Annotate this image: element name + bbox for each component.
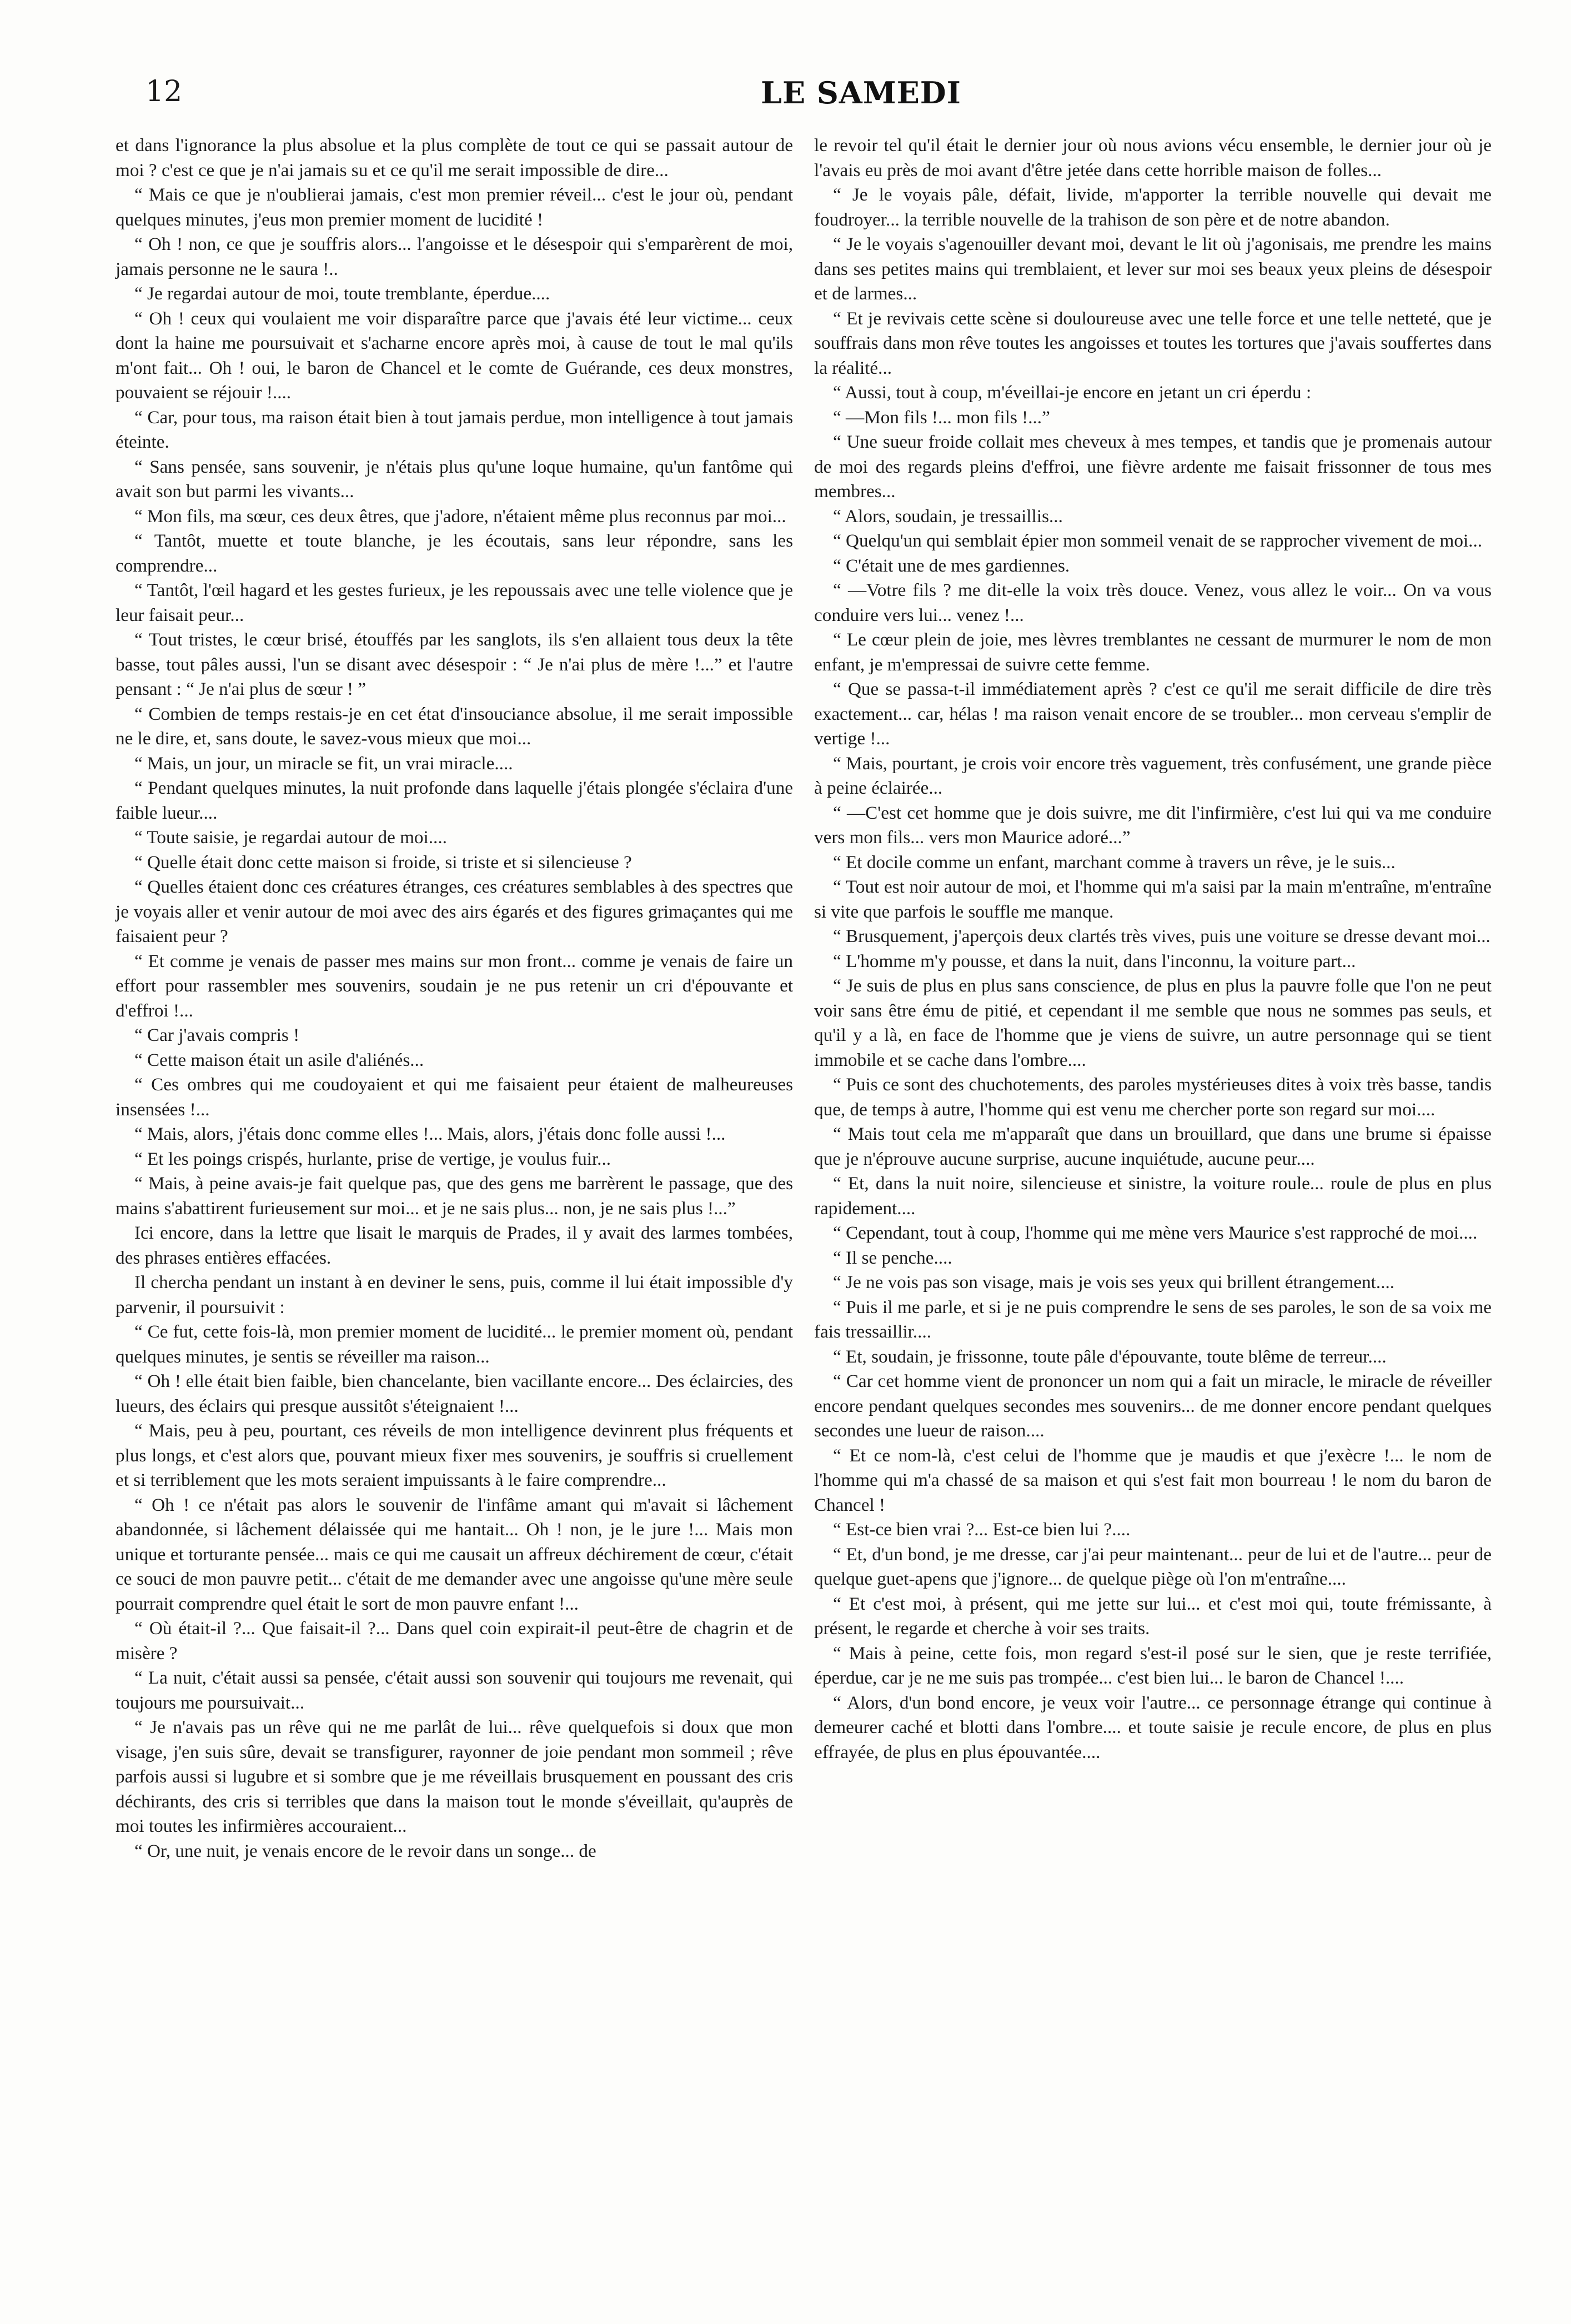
left-column-paragraph: “ Mais, alors, j'étais donc comme elles !... Mais, alors, j'étais donc folle aussi !... [134, 1124, 726, 1144]
left-column-paragraph: “ Tantôt, l'œil hagard et les gestes furieux, je les repoussais avec une telle violence que je leur faisait peur... [116, 580, 793, 625]
right-column-paragraph: “ Quelqu'un qui semblait épier mon sommeil venait de se rapprocher vivement de moi... [833, 530, 1483, 551]
page-header [106, 75, 1571, 131]
right-column-paragraph: “ Je le voyais pâle, défait, livide, m'apporter la terrible nouvelle qui devait me foudroyer... la terrible nouvelle de la trahison de son père et de notre abandon. [814, 184, 1492, 230]
right-column-paragraph: “ Il se penche.... [833, 1247, 952, 1268]
left-column-paragraph: “ Ces ombres qui me coudoyaient et qui me faisaient peur étaient de malheureuses insensées !... [116, 1074, 793, 1120]
right-text-column [814, 133, 1492, 1765]
right-column-paragraph: “ Et ce nom-là, c'est celui de l'homme que je maudis et que j'exècre !... le nom de l'homme qui m'a chassé de sa maison et qui s'est fait mon bourreau ! le nom du baron de Chancel ! [814, 1445, 1492, 1515]
right-column-paragraph: “ Car cet homme vient de prononcer un nom qui a fait un miracle, le miracle de réveiller encore pendant quelques secondes mes souvenirs... de me donner encore pendant quelques secondes une lueur de raison.... [814, 1371, 1492, 1441]
journal-title: LE SAMEDI [761, 75, 961, 111]
right-column-paragraph: “ Je le voyais s'agenouiller devant moi, devant le lit où j'agonisais, me prendre les mains dans ses petites mains qui tremblaient, et lever sur moi ses beaux yeux pleins de désespoir et de larmes... [814, 234, 1492, 304]
left-column-paragraph: “ Toute saisie, je regardai autour de moi.... [134, 827, 447, 848]
right-column-paragraph: “ Aussi, tout à coup, m'éveillai-je encore en jetant un cri éperdu : [833, 382, 1312, 403]
page-number: 12 [145, 75, 183, 108]
left-column-paragraph: “ Mais, un jour, un miracle se fit, un vrai miracle.... [134, 753, 513, 774]
right-column-paragraph: “ —Mon fils !... mon fils !...” [833, 407, 1050, 428]
left-column-paragraph: “ Sans pensée, sans souvenir, je n'étais plus qu'une loque humaine, qu'un fantôme qui avait son but parmi les vivants... [116, 456, 793, 502]
left-column-paragraph: “ Et les poings crispés, hurlante, prise de vertige, je voulus fuir... [134, 1148, 611, 1169]
left-column-paragraph: “ Où était-il ?... Que faisait-il ?... Dans quel coin expirait-il peut-être de chagrin et de misère ? [116, 1618, 793, 1664]
right-column-paragraph: “ Brusquement, j'aperçois deux clartés très vives, puis une voiture se dresse devant moi... [833, 926, 1490, 946]
right-column-paragraph: “ Le cœur plein de joie, mes lèvres tremblantes ne cessant de murmurer le nom de mon enfant, je m'empressai de suivre cette femme. [814, 629, 1492, 675]
left-column-paragraph: “ Quelle était donc cette maison si froide, si triste et si silencieuse ? [134, 852, 632, 873]
left-column-paragraph: “ Car j'avais compris ! [134, 1025, 300, 1045]
right-column-paragraph: “ Est-ce bien vrai ?... Est-ce bien lui ?.... [833, 1519, 1131, 1540]
right-column-paragraph: “ Je suis de plus en plus sans conscience, de plus en plus la pauvre folle que l'on ne peut voir sans être ému de pitié, et cependant il me semble que nous ne sommes pas seuls, et qu'il y a là, en face de l'homme que je viens de suivre, un autre personnage qui se tient immobile et se cache dans l'ombre.... [814, 975, 1492, 1070]
right-column-paragraph: “ Et je revivais cette scène si douloureuse avec une telle force et une telle netteté, que je souffrais dans mon rêve toutes les angoisses et toutes les tortures que j'avais souffertes dans la réalité... [814, 308, 1492, 378]
right-column-paragraph: “ Et, dans la nuit noire, silencieuse et sinistre, la voiture roule... roule de plus en plus rapidement.... [814, 1173, 1492, 1219]
right-column-paragraph: “ Puis ce sont des chuchotements, des paroles mystérieuses dites à voix très basse, tandis que, de temps à autre, l'homme qui est venu me chercher porte son regard sur moi.... [814, 1074, 1492, 1120]
left-column-paragraph: “ La nuit, c'était aussi sa pensée, c'était aussi son souvenir qui toujours me revenait, qui toujours me poursuivait... [116, 1667, 793, 1713]
left-column-paragraph: “ Oh ! elle était bien faible, bien chancelante, bien vacillante encore... Des éclaircies, des lueurs, des éclairs qui presque aussitôt s'éteignaient !... [116, 1371, 793, 1416]
right-column-paragraph: “ Tout est noir autour de moi, et l'homme qui m'a saisi par la main m'entraîne, m'entraîne si vite que parfois le souffle me manque. [814, 876, 1492, 922]
right-column-paragraph: “ L'homme m'y pousse, et dans la nuit, dans l'inconnu, la voiture part... [833, 950, 1356, 971]
right-column-paragraph: “ C'était une de mes gardiennes. [833, 555, 1070, 576]
right-column-paragraph: “ Cependant, tout à coup, l'homme qui me mène vers Maurice s'est rapproché de moi.... [833, 1223, 1478, 1243]
right-column-paragraph: “ Et, soudain, je frissonne, toute pâle d'épouvante, toute blême de terreur.... [833, 1346, 1387, 1367]
right-column-paragraph: “ Une sueur froide collait mes cheveux à mes tempes, et tandis que je promenais autour de moi des regards pleins d'effroi, une fièvre ardente me faisait frissonner de tous mes membres... [814, 432, 1492, 502]
right-column-paragraph: “ Que se passa-t-il immédiatement après ? c'est ce qu'il me serait difficile de dire très exactement... car, hélas ! ma raison venait encore de se troubler... mon cerveau s'emplir de vertige !... [814, 679, 1492, 749]
right-column-paragraph: “ Et, d'un bond, je me dresse, car j'ai peur maintenant... peur de lui et de l'autre... peur de quelque guet-apens que j'ignore... de quelque piège où l'on m'entraîne.... [814, 1544, 1492, 1589]
left-column-paragraph: “ Or, une nuit, je venais encore de le revoir dans un songe... de [134, 1840, 596, 1861]
left-text-column [116, 133, 793, 1864]
right-column-paragraph: “ Et docile comme un enfant, marchant comme à travers un rêve, je le suis... [833, 852, 1396, 873]
left-column-paragraph: “ Cette maison était un asile d'aliénés... [134, 1049, 424, 1070]
right-column-paragraph: “ Mais tout cela me m'apparaît que dans un brouillard, que dans une brume si épaisse que je n'éprouve aucune surprise, aucune inquiétude, aucune peur.... [814, 1124, 1492, 1169]
right-column-paragraph: “ Alors, soudain, je tressaillis... [833, 505, 1063, 527]
left-column-paragraph: “ Mais, à peine avais-je fait quelque pas, que des gens me barrèrent le passage, que des mains s'abattirent furieusement sur moi... et je ne sais plus... non, je ne sais plus !...” [116, 1173, 793, 1219]
left-column-paragraph: “ Oh ! ceux qui voulaient me voir disparaître parce que j'avais été leur victime... ceux dont la haine me poursuivait et s'acharne encore après moi, à cause de tout le mal qu'ils m'ont fait... Oh ! oui, le baron de Chancel et le comte de Guérande, ces deux monstres, pouvaient se réjouir !.... [116, 308, 793, 403]
left-column-paragraph: Ici encore, dans la lettre que lisait le marquis de Prades, il y avait des larmes tombées, des phrases entières effacées. [116, 1223, 793, 1268]
right-column-paragraph: “ Puis il me parle, et si je ne puis comprendre le sens de ses paroles, le son de sa voix me fais tressaillir.... [814, 1296, 1492, 1342]
left-column-paragraph: “ Combien de temps restais-je en cet état d'insouciance absolue, il me serait impossible ne le dire, et, sans doute, le savez-vous mieux que moi... [116, 703, 793, 749]
right-column-paragraph: “ Mais à peine, cette fois, mon regard s'est-il posé sur le sien, que je reste terrifiée, éperdue, car je ne me suis pas trompée... c'est bien lui... le baron de Chancel !.... [814, 1642, 1492, 1688]
right-column-paragraph: le revoir tel qu'il était le dernier jour où nous avions vécu ensemble, le dernier jour où je l'avais eu près de moi avant d'être jetée dans cette horrible maison de folles... [814, 135, 1492, 181]
left-column-paragraph: “ Ce fut, cette fois-là, mon premier moment de lucidité... le premier moment où, pendant quelques minutes, je sentis se réveiller ma raison... [116, 1321, 793, 1367]
left-column-paragraph: Il chercha pendant un instant à en deviner le sens, puis, comme il lui était impossible d'y parvenir, il poursuivit : [116, 1272, 793, 1318]
left-column-paragraph: “ Je regardai autour de moi, toute tremblante, éperdue.... [134, 283, 550, 304]
left-column-paragraph: “ Oh ! non, ce que je souffris alors... l'angoisse et le désespoir qui s'emparèrent de moi, jamais personne ne le saura !.. [116, 234, 793, 279]
left-column-paragraph: “ Tantôt, muette et toute blanche, je les écoutais, sans leur répondre, sans les comprendre... [116, 530, 793, 576]
right-column-paragraph: “ —Votre fils ? me dit-elle la voix très douce. Venez, vous allez le voir... On va vous conduire vers lui... venez !... [814, 580, 1492, 625]
right-column-paragraph: “ —C'est cet homme que je dois suivre, me dit l'infirmière, c'est lui qui va me conduire vers mon fils... vers mon Maurice adoré...” [814, 802, 1492, 848]
left-column-paragraph: “ Pendant quelques minutes, la nuit profonde dans laquelle j'étais plongée s'éclaira d'une faible lueur.... [116, 778, 793, 823]
left-column-paragraph: “ Quelles étaient donc ces créatures étranges, ces créatures semblables à des spectres que je voyais aller et venir autour de moi avec des airs égarés et des figures grimaçantes qui me faisaient peur ? [116, 876, 793, 946]
left-column-paragraph: “ Mon fils, ma sœur, ces deux êtres, que j'adore, n'étaient même plus reconnus par moi... [134, 505, 786, 527]
right-column-paragraph: “ Et c'est moi, à présent, qui me jette sur lui... et c'est moi qui, toute frémissante, à présent, le regarde et cherche à voir ses traits. [814, 1593, 1492, 1639]
left-column-paragraph: “ Car, pour tous, ma raison était bien à tout jamais perdue, mon intelligence à tout jamais éteinte. [116, 407, 793, 452]
left-column-paragraph: et dans l'ignorance la plus absolue et la plus complète de tout ce qui se passait autour de moi ? c'est ce que je n'ai jamais su et ce qu'il me serait impossible de dire... [116, 135, 793, 181]
left-column-paragraph: “ Mais, peu à peu, pourtant, ces réveils de mon intelligence devinrent plus fréquents et plus longs, et c'est alors que, pouvant mieux fixer mes souvenirs, je souffris si cruellement et si terriblement que les mots seraient impuissants à le faire comprendre... [116, 1420, 793, 1490]
left-column-paragraph: “ Tout tristes, le cœur brisé, étouffés par les sanglots, ils s'en allaient tous deux la tête basse, tout pâles aussi, l'un se disant avec désespoir : “ Je n'ai plus de mère !...” et l'autre pensant : “ Je n'ai plus de sœur ! ” [116, 629, 793, 699]
left-column-paragraph: “ Et comme je venais de passer mes mains sur mon front... comme je venais de faire un effort pour rassembler mes souvenirs, soudain je ne pus retenir un cri d'épouvante et d'effroi !... [116, 950, 793, 1021]
right-column-paragraph: “ Mais, pourtant, je crois voir encore très vaguement, très confusément, une grande pièce à peine éclairée... [814, 753, 1492, 798]
left-column-paragraph: “ Mais ce que je n'oublierai jamais, c'est mon premier réveil... c'est le jour où, pendant quelques minutes, j'eus mon premier moment de lucidité ! [116, 184, 793, 230]
left-column-paragraph: “ Je n'avais pas un rêve qui ne me parlât de lui... rêve quelquefois si doux que mon visage, j'en suis sûre, devait se transfigurer, rayonner de joie pendant mon sommeil ; rêve parfois aussi si lugubre et si sombre que je me réveillais brusquement en poussant des cris déchirants, des cris si terribles que dans la maison tout le monde s'éveillait, qu'auprès de moi toutes les infirmières accouraient... [116, 1717, 793, 1836]
right-column-paragraph: “ Alors, d'un bond encore, je veux voir l'autre... ce personnage étrange qui continue à demeurer caché et blotti dans l'ombre.... et toute saisie je recule encore, de plus en plus effrayée, de plus en plus épouvantée.... [814, 1692, 1492, 1762]
right-column-paragraph: “ Je ne vois pas son visage, mais je vois ses yeux qui brillent étrangement.... [833, 1272, 1395, 1293]
left-column-paragraph: “ Oh ! ce n'était pas alors le souvenir de l'infâme amant qui m'avait si lâchement abandonnée, si lâchement délaissée qui me hantait... Oh ! non, je le jure !... Mais mon unique et torturante pensée... mais ce qui me causait un affreux déchirement de cœur, c'était ce souci de mon pauvre petit... c'était de me demander avec une angoisse qu'une mère seule pourrait comprendre quel était le sort de mon pauvre enfant !... [116, 1494, 793, 1614]
